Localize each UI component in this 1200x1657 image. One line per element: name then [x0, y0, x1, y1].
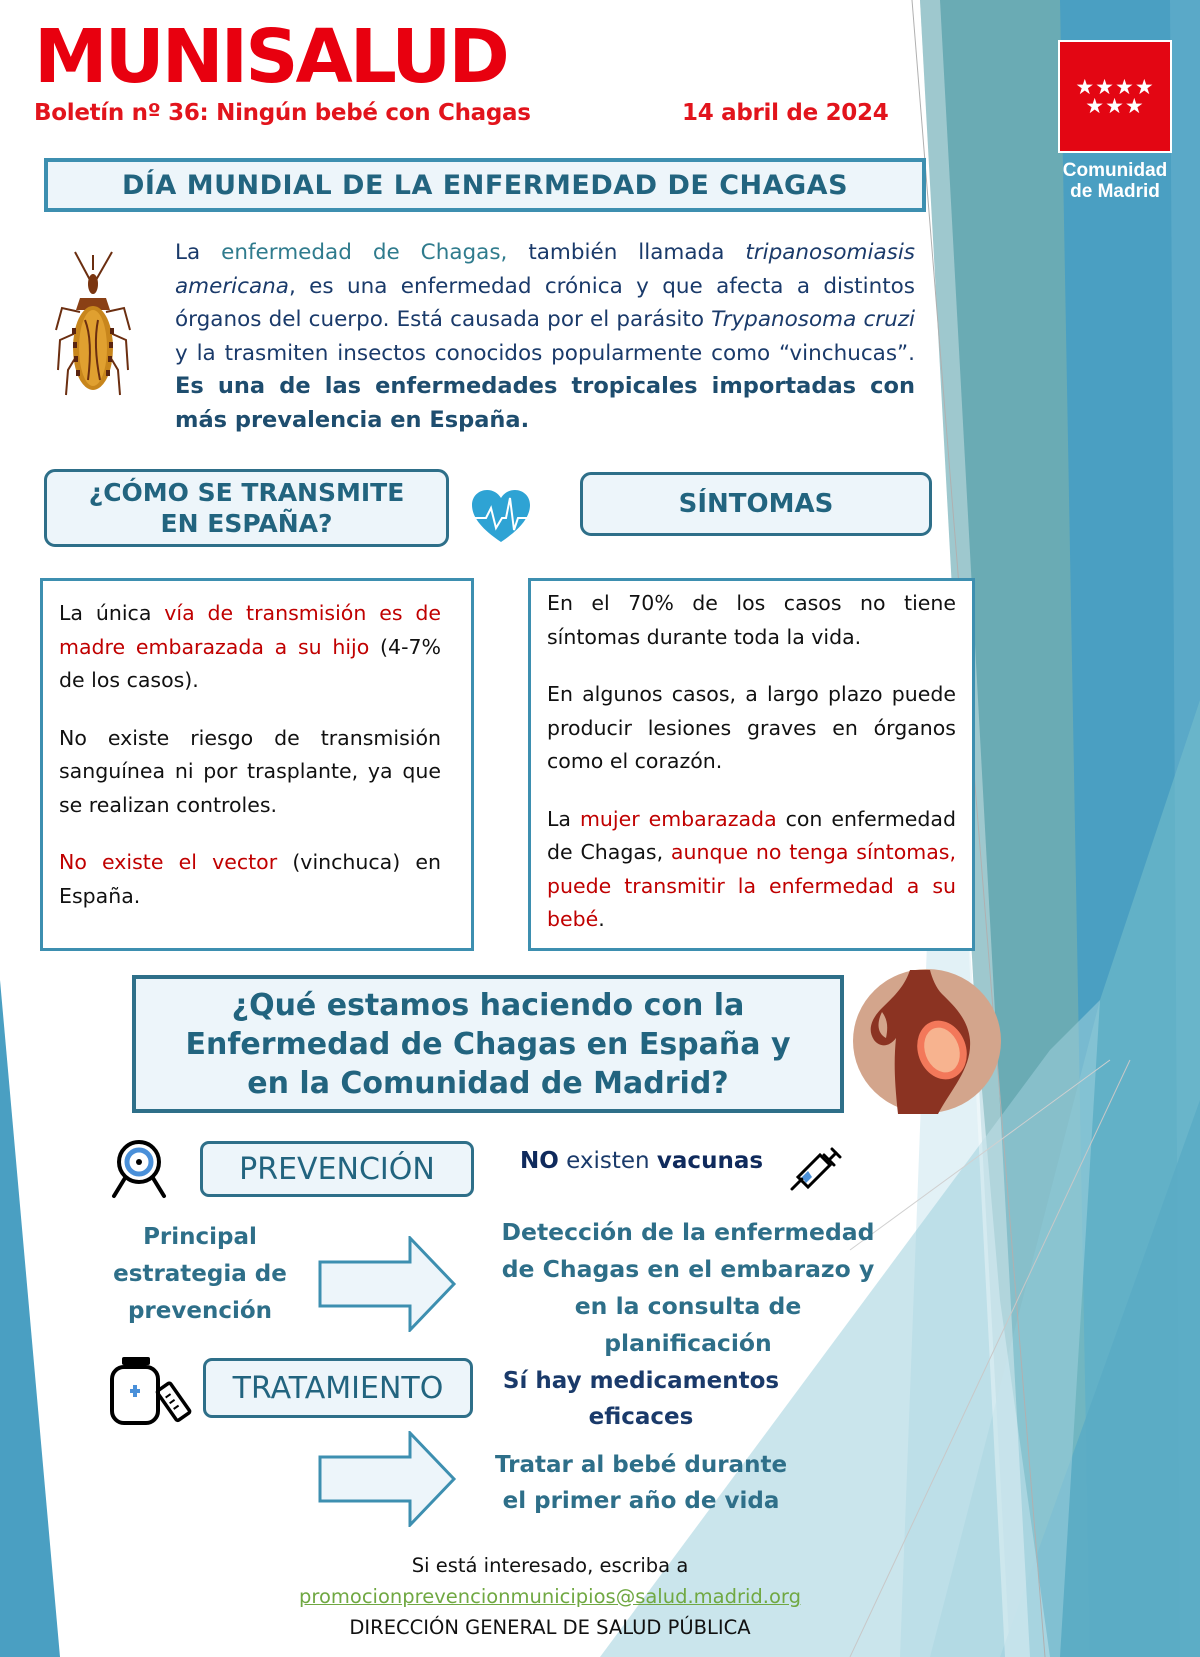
bulletin-title: Boletín nº 36: Ningún bebé con Chagas — [34, 100, 531, 126]
treat-line-1: Tratar al bebé durante — [494, 1452, 788, 1478]
text: La única — [59, 601, 165, 625]
intro-text: La — [175, 240, 222, 265]
comunidad-madrid-logo — [1058, 40, 1172, 153]
effective-medicines-text — [496, 1363, 786, 1435]
main-heading: DÍA MUNDIAL DE LA ENFERMEDAD DE CHAGAS — [121, 169, 849, 201]
kissing-bug-icon — [50, 250, 136, 400]
treatment-label — [203, 1358, 473, 1418]
intro-text: , es una enfermedad crónica y que afecta a distintos órganos del cuerpo. Está causada por el parásito — [175, 273, 915, 332]
question-banner — [132, 975, 844, 1113]
transmission-heading-line-1: ¿CÓMO SE TRANSMITE — [88, 478, 405, 507]
intro-italic: Trypanosoma cruzi — [711, 307, 915, 332]
symptoms-info-box — [528, 578, 975, 951]
question-line-1: ¿Qué estamos haciendo con la — [231, 987, 745, 1023]
transmission-point-3 — [59, 846, 441, 913]
vaccines-text: vacunas — [656, 1148, 764, 1174]
transmission-heading-line-2: EN ESPAÑA? — [160, 509, 333, 538]
intro-text: y la trasmiten insectos conocidos popularmente como “vinchucas”. — [175, 340, 915, 366]
treat-line-2: el primer año de vida — [502, 1488, 780, 1514]
arrow-right-icon — [318, 1431, 458, 1527]
no-text: NO — [520, 1148, 559, 1174]
detection-line-2: de Chagas en el embarazo y — [501, 1255, 875, 1283]
prevention-label — [200, 1141, 474, 1197]
strategy-line-3: prevención — [127, 1298, 273, 1324]
text: con enfermedad de Chagas, — [547, 806, 957, 864]
stars-icon: ★★★★ — [1075, 75, 1155, 99]
highlight-text: vía de transmisión es de madre embarazada a su hijo — [59, 601, 441, 659]
medicine-bottle-icon — [108, 1355, 194, 1425]
transmission-point-1 — [59, 597, 441, 698]
contact-text: Si está interesado, escriba a — [411, 1554, 689, 1577]
prevention-label-text: PREVENCIÓN — [239, 1151, 435, 1187]
main-heading-banner — [44, 158, 926, 212]
intro-italic: tripanosomiasis americana — [175, 240, 916, 299]
question-line-3: en la Comunidad de Madrid? — [247, 1065, 729, 1101]
strategy-line-2: estrategia de — [113, 1261, 287, 1287]
detection-line-1: Detección de la enfermedad — [501, 1218, 875, 1246]
intro-highlight: enfermedad de Chagas, — [221, 240, 508, 265]
text: (4-7% de los casos). — [59, 634, 441, 692]
treatment-label-text: TRATAMIENTO — [232, 1370, 444, 1406]
no-vaccines-text — [520, 1148, 763, 1174]
symptoms-heading — [580, 472, 932, 536]
symptom-point-2: En algunos casos, a largo plazo puede producir lesiones graves en órganos como el corazón. — [547, 682, 956, 773]
symptom-point-1: En el 70% de los casos no tiene síntomas durante toda la vida. — [547, 591, 956, 649]
meds-line-2: eficaces — [588, 1404, 694, 1430]
contact-email-link[interactable]: promocionprevencionmunicipios@salud.madrid.org — [299, 1585, 801, 1608]
brand-title: MUNISALUD — [34, 14, 507, 100]
text: La — [547, 806, 580, 831]
text: existen — [558, 1148, 657, 1174]
intro-paragraph — [175, 236, 915, 437]
stars-icon: ★★★ — [1085, 94, 1145, 118]
highlight-text: mujer embarazada — [579, 806, 777, 831]
highlight-text: No existe el vector — [59, 850, 278, 874]
text: (vinchuca) en España. — [59, 850, 441, 908]
heartbeat-icon — [470, 488, 532, 544]
highlight-text: aunque no tenga síntomas, puede transmitir la enfermedad a su bebé — [547, 840, 956, 931]
intro-text: también llamada — [507, 240, 746, 265]
pregnant-woman-icon — [852, 968, 1002, 1114]
question-line-2: Enfermedad de Chagas en España y — [185, 1026, 791, 1062]
logo-caption — [1052, 160, 1178, 202]
text: . — [598, 907, 605, 931]
logo-line-1: Comunidad — [1062, 160, 1168, 181]
arrow-right-icon — [318, 1236, 458, 1332]
transmission-info-box — [40, 578, 474, 951]
treat-baby-text — [486, 1447, 796, 1519]
prevention-strategy-label — [100, 1219, 300, 1330]
logo-line-2: de Madrid — [1070, 181, 1160, 202]
detection-strategy — [488, 1214, 888, 1362]
organization-name: DIRECCIÓN GENERAL DE SALUD PÚBLICA — [349, 1616, 751, 1639]
detection-line-3: en la consulta de planificación — [574, 1292, 802, 1357]
footer — [240, 1550, 860, 1643]
bulletin-date: 14 abril de 2024 — [682, 100, 889, 126]
syringe-icon — [788, 1143, 842, 1193]
meds-line-1: Sí hay medicamentos — [502, 1368, 780, 1394]
symptoms-heading-text: SÍNTOMAS — [678, 489, 834, 519]
target-icon — [108, 1138, 170, 1200]
strategy-line-1: Principal — [143, 1224, 257, 1250]
transmission-heading — [44, 469, 449, 547]
transmission-point-2: No existe riesgo de transmisión sanguínea ni por trasplante, ya que se realizan controles. — [59, 725, 441, 817]
symptom-point-3 — [547, 803, 956, 937]
intro-emphasis: Es una de las enfermedades tropicales importadas con más prevalencia en España. — [175, 373, 915, 433]
